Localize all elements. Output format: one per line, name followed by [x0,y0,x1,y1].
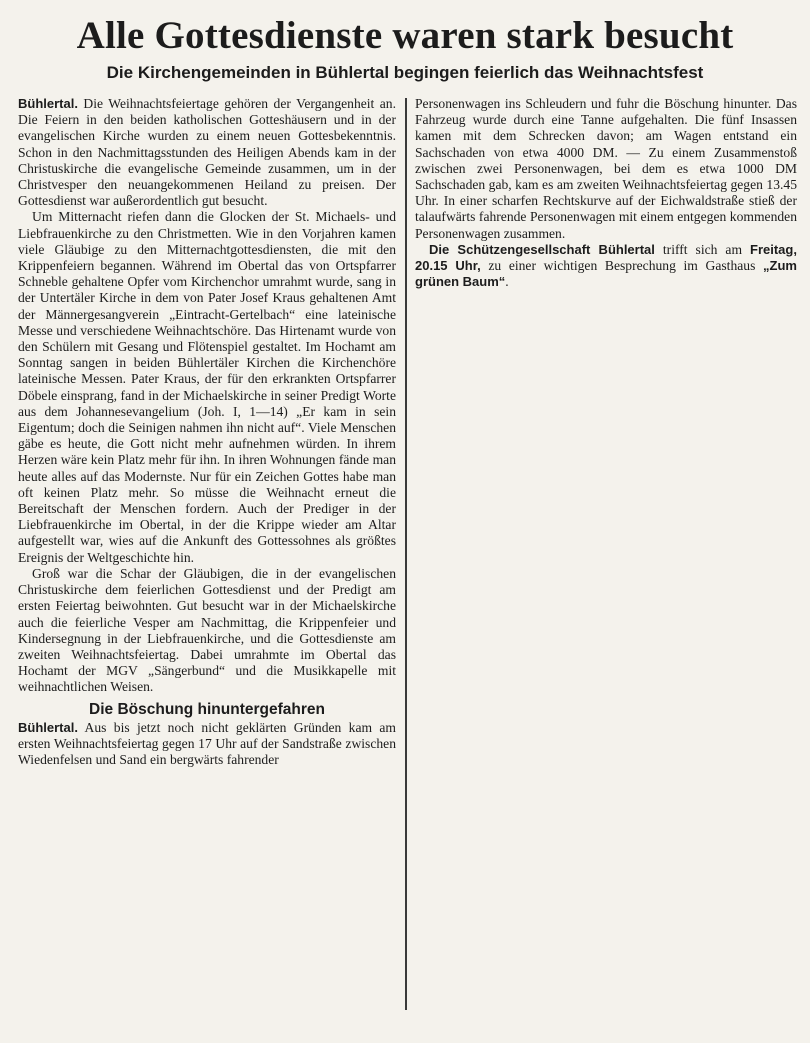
report-heading: Die Böschung hinuntergefahren [89,700,325,718]
report-paragraph-right: Personenwagen ins Schleudern und fuhr die Böschung hinunter. Das Fahrzeug wurde durch eine Tanne aufgehalten. Die fünf Insassen kamen mit dem Schrecken davon; am Wagen entstand ein Sachschaden von etwa 4000 DM. — Zu einem Zusammenstoß zwischen zwei Personenwagen, bei dem es etwa 1000 DM Sachschaden gab, kam es am zweiten Weihnachtsfeiertag gegen 13.45 Uhr. In einer scharfen Rechtskurve auf der Eichwaldstraße stieß der talaufwärts fahrende Personenwagen mit einem entgegen kommenden Personenwagen zusammen. [415,96,797,241]
paragraph-1-text: Die Weihnachtsfeiertage gehören der Vergangenheit an. Die Feiern in den beiden katholischen Gotteshäusern und in der evangelischen Kirche wurden zu einem neuen Gottesbekenntnis. Schon in den Nachmittagsstunden des Heiligen Abends kam in der Christuskirche die evangelische Gemeinde zusammen, um in der Christvesper den neuangekommenen Heiland zu preisen. Der Gottesdienst war außerordentlich gut besucht. [18,96,397,209]
notice-text-1: trifft sich am [662,241,743,257]
article-paragraph-3: Groß war die Schar der Gläubigen, die in der evangelischen Christuskirche dem feierlichen Gottesdienst und der Predigt am ersten Feiertag beiwohnten. Gut besucht war in der Michaelskirche auch die feierliche Vesper am Nachmittag, die Krippenfeier und Kindersegnung in der Liebfrauenkirche, und die Gottesdienste am zweiten Weihnachtsfeiertag. Dabei umrahmte im Obertal das Hochamt der MGV „Sängerbund“ und die Musikkapelle mit weihnachtlichen Weisen. [18,565,396,695]
subheadline: Die Kirchengemeinden in Bühlertal begingen feierlich das Weihnachtsfest [106,63,704,82]
notice-paragraph [415,242,797,291]
notice-text-3: . [505,274,509,290]
article-paragraph-2: Um Mitternacht riefen dann die Glocken der St. Michaels- und Liebfrauenkirche zu den Christmetten. Wie in den Vorjahren kamen viele Gläubige zu den Mitternachtgottesdiensten, die mit den Krippenfeiern begannen. Während im Obertal das von Ortspfarrer Schneble gehaltene Opfer vom Kirchenchor umrahmt wurde, sang in der Untertäler Kirche in dem von Pater Josef Kraus gehaltenen Amt der Männergesangverein „Eintracht-Gertelbach“ eine lateinische Messe und verschiedene Weihnachtschöre. Das Hirtenamt wurde von den Schülern mit Gesang und Flötenspiel gestaltet. Im Hochamt am Sonntag sangen in beiden Bühlertäler Kirchen die Kirchenchöre lateinische Messen. Pater Kraus, der für den erkrankten Ortspfarrer Döbele einsprang, fand in der Michaelskirche in seiner Predigt Worte aus dem Johannesevangelium (Joh. I, 1—14) „Er kam in sein Eigentum; doch die Seinigen nahmen ihn nicht auf“. Viele Menschen gäbe es heute, die Gott nicht mehr aufnehmen würden. In ihrem Herzen wäre kein Platz mehr für ihn. In ihren Wohnungen fände man heute alles auf das Modernste. Nur für ein Zeichen Gottes habe man oft keinen Platz mehr. So müsse die Weihnacht erneut die Bereitschaft der Menschen fordern. Auch der Prediger in der Liebfrauenkirche im Obertal, in der die Krippe wieder am Altar aufgestellt war, wies auf die Ankunft des Gottessohnes als größtes Ereignis der Weltgeschichte hin. [18,209,396,565]
headline: Alle Gottesdienste waren stark besucht [76,14,734,57]
left-column [18,96,396,768]
report-paragraph-left [18,720,396,769]
notice-lead: Die Schützengesellschaft Bühlertal [429,241,655,257]
report-dateline: Bühlertal. [18,719,78,735]
right-column [415,96,797,290]
notice-time: Freitag, 20.15 Uhr, [415,241,797,274]
notice-venue: „Zum grünen Baum“ [415,258,797,290]
article-paragraph-1 [18,96,396,209]
column-rule [405,98,407,1010]
notice-text-2: zu einer wichtigen Besprechung im Gasthaus [488,258,756,274]
dateline: Bühlertal. [18,96,78,111]
report-text-left: Aus bis jetzt noch nicht geklärten Gründen kam am ersten Weihnachtsfeiertag gegen 17 Uhr auf der Sandstraße zwischen Wiedenfelsen und Sand ein bergwärts fahrender [18,719,396,767]
